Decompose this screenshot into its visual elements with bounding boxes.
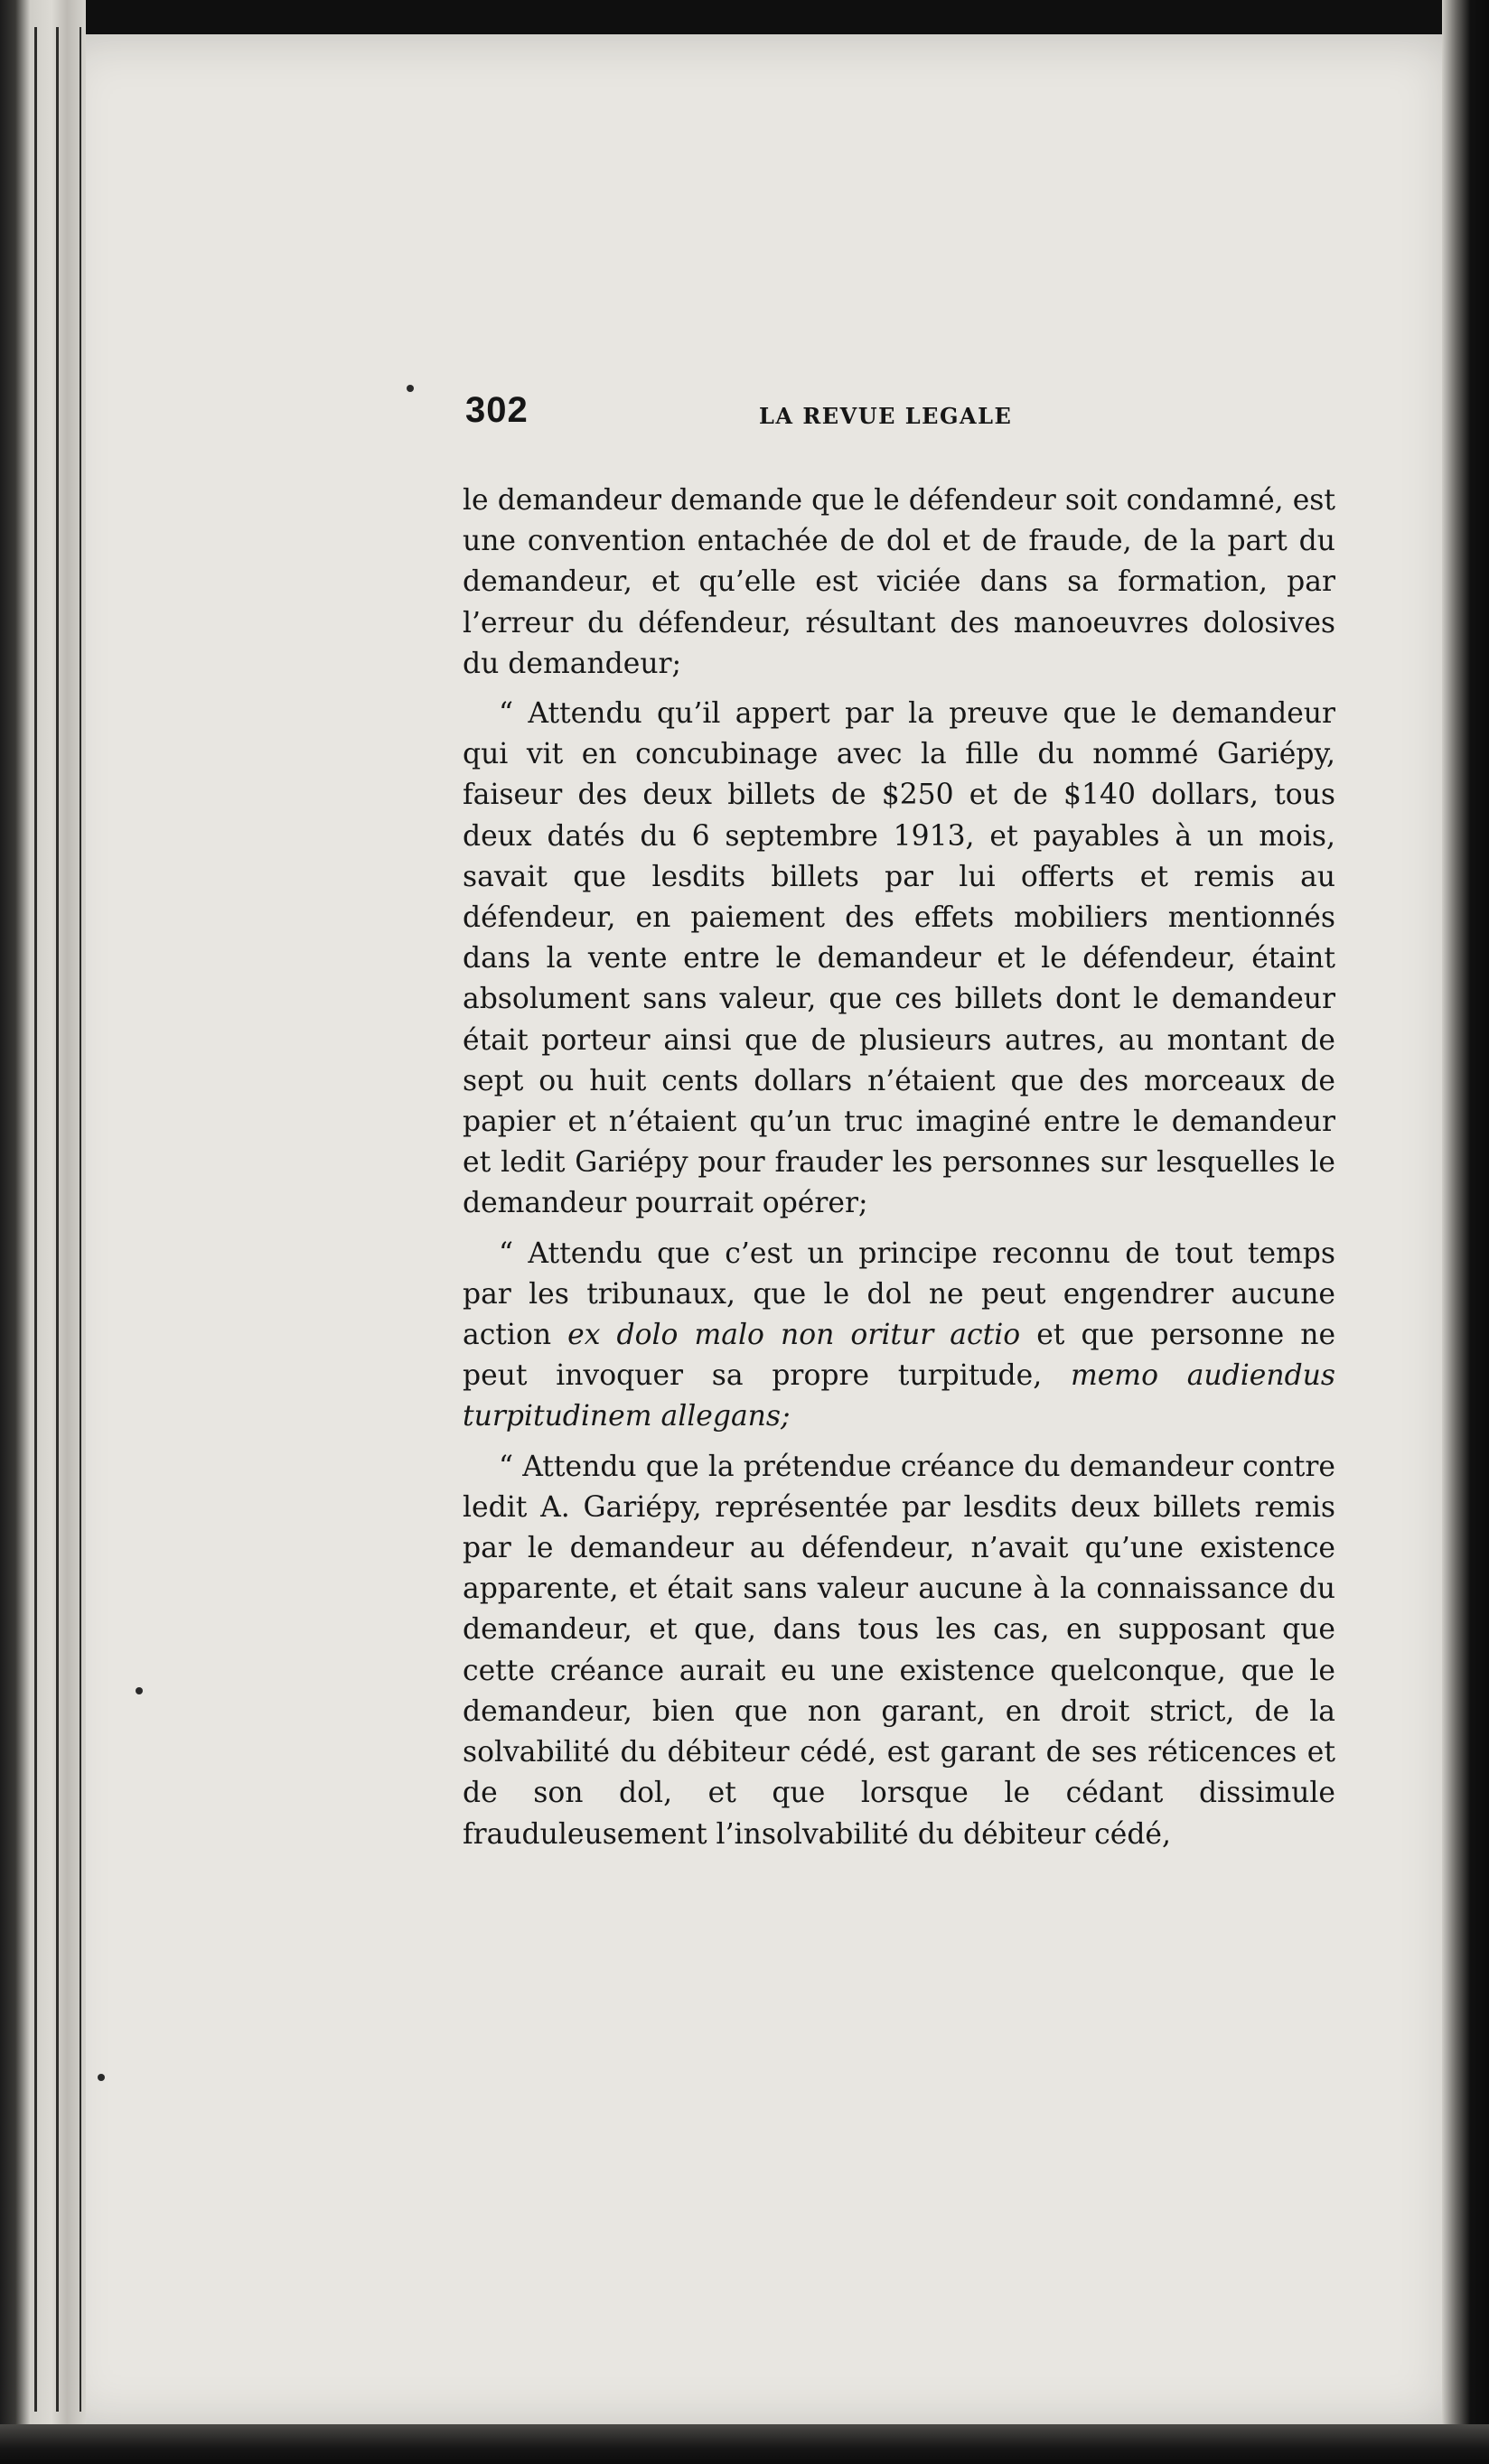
edge-line: [56, 27, 59, 2412]
paragraph: “ Attendu qu’il appert par la preuve que le demandeur qui vit en concubinage avec la fille du nommé Gariépy, faiseur des deux billets de $250 et de $140 dollars, tous deux datés du 6 septembre 1913, et payables à un mois, savait que lesdits billets par lui offerts et remis au défendeur, en paiement des effets mobiliers mentionnés dans la vente entre le demandeur et le défendeur, étaint absolument sans valeur, que ces billets dont le demandeur était porteur ainsi que de plusieurs autres, au montant de sept ou huit cents dollars n’étaient que des morceaux de papier et n’étaient qu’un truc imaginé entre le demandeur et ledit Gariépy pour frauder les personnes sur lesquelles le demandeur pourrait opérer;: [463, 697, 1335, 1220]
paragraph: “ Attendu que la prétendue créance du demandeur contre ledit A. Gariépy, représentée par lesdits deux billets remis par le demandeur au défendeur, n’avait qu’une existence apparente, et était sans valeur aucune à la connaissance du demandeur, et que, dans tous les cas, en supposant que cette créance aurait eu une existence quelconque, que le demandeur, bien que non garant, en droit strict, de la solvabilité du débiteur cédé, est garant de ses réticences et de son dol, et que lorsque le cédant dissimule frauduleusement l’insolvabilité du débiteur cédé,: [463, 1450, 1335, 1851]
paragraph: le demandeur demande que le défendeur soit condamné, est une convention entachée de dol et de fraude, de la part du demandeur, et qu’elle est viciée dans sa formation, par l’erreur du défendeur, résultant des manoeuvres dolosives du demandeur;: [463, 484, 1335, 680]
speck: [407, 385, 414, 392]
speck: [136, 1687, 143, 1694]
latin-phrase: memo audiendus turpitudinem allegans;: [463, 1359, 1335, 1433]
speck: [98, 2074, 105, 2081]
paragraph: [463, 1234, 1335, 1438]
text-segment: “ Attendu que c’est un principe reconnu de tout temps par les tribunaux, que le dol ne peut engendrer aucune action: [463, 1237, 1335, 1352]
edge-line: [34, 27, 37, 2412]
body-text: [463, 481, 1335, 1855]
page-number: 302: [465, 390, 529, 430]
left-page-edge: [0, 0, 86, 2430]
latin-phrase: ex dolo malo non oritur actio: [567, 1319, 1021, 1352]
page-header: [465, 390, 1373, 444]
bottom-page-edge: [0, 2424, 1489, 2464]
text-segment: et que personne ne peut invoquer sa propre turpitude,: [463, 1319, 1336, 1393]
edge-line: [80, 27, 81, 2412]
running-title: LA REVUE LEGALE: [759, 403, 1013, 429]
right-page-edge: [1442, 0, 1489, 2464]
